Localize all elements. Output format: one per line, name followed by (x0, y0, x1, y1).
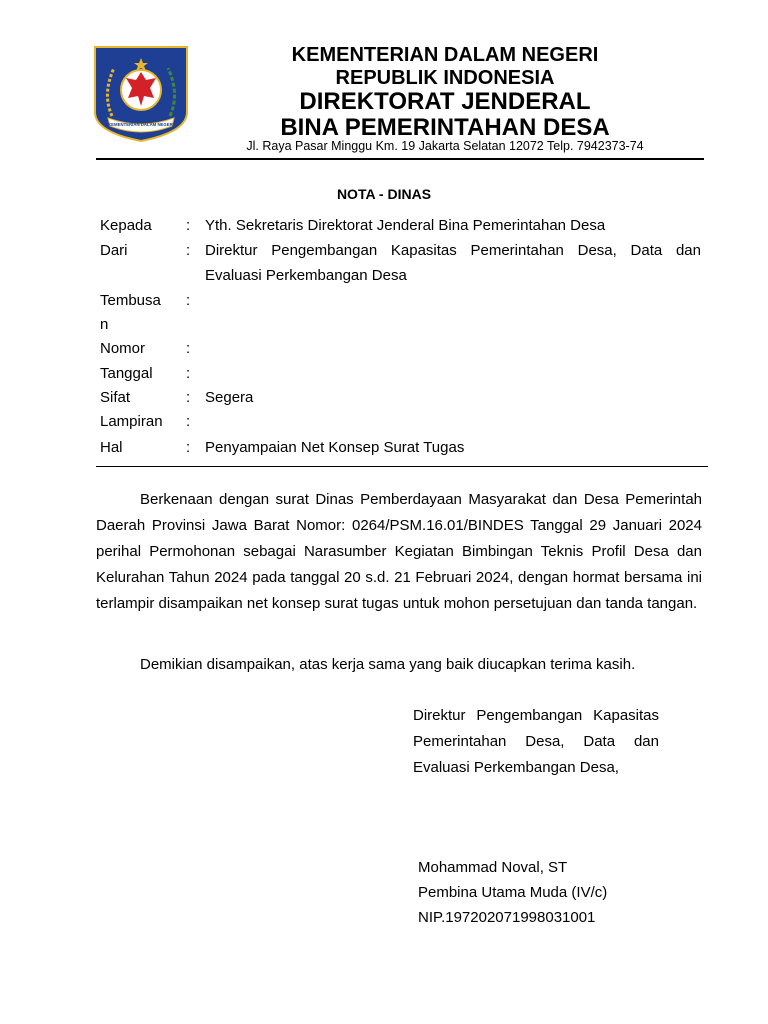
document-title: NOTA - DINAS (336, 186, 432, 202)
meta-colon: : (186, 242, 191, 259)
signature-nip: NIP.197202071998031001 (418, 909, 596, 926)
meta-label-tembusan-line1: Tembusa (100, 292, 161, 309)
signature-position-line2: Pemerintahan Desa, Data dan (413, 733, 659, 750)
signature-position (413, 703, 659, 781)
meta-divider (96, 466, 708, 467)
body-paragraph-2: Demikian disampaikan, atas kerja sama yang baik diucapkan terima kasih. (140, 656, 636, 673)
meta-value-hal: Penyampaian Net Konsep Surat Tugas (205, 439, 465, 456)
header-divider (96, 158, 704, 160)
meta-label-kepada: Kepada (100, 217, 152, 234)
header-address: Jl. Raya Pasar Minggu Km. 19 Jakarta Selatan 12072 Telp. 7942373-74 (246, 139, 644, 153)
meta-colon: : (186, 340, 191, 357)
meta-label-tembusan-line2: n (100, 316, 109, 333)
meta-value-dari-line2: Evaluasi Perkembangan Desa (205, 267, 407, 284)
meta-label-hal: Hal (100, 439, 123, 456)
header-ministry: KEMENTERIAN DALAM NEGERI (291, 44, 599, 66)
meta-label-nomor: Nomor (100, 340, 146, 357)
body-paragraph-1: Berkenaan dengan surat Dinas Pemberdayaan Masyarakat dan Desa Pemerintah Daerah Provinsi Jawa Barat Nomor: 0264/PSM.16.01/BINDES Tanggal 29 Januari 2024 perihal Permohonan sebagai Narasumber Kegiatan Bimbingan Teknis Profil Desa dan Kelurahan Tahun 2024 pada tanggal 20 s.d. 21 Februari 2024, dengan hormat bersama ini terlampir disampaikan net konsep surat tugas untuk mohon persetujuan dan tanda tangan. (96, 491, 702, 612)
meta-label-sifat: Sifat (100, 389, 131, 406)
meta-value-sifat: Segera (205, 389, 254, 406)
meta-colon: : (186, 413, 191, 430)
logo-ribbon-text: KEMENTERIAN DALAM NEGERI (108, 122, 174, 127)
meta-colon: : (186, 365, 191, 382)
meta-colon: : (186, 217, 191, 234)
signature-position-line1: Direktur Pengembangan Kapasitas (413, 707, 659, 724)
header-republic: REPUBLIK INDONESIA (335, 67, 555, 89)
kemendagri-logo-icon (94, 46, 188, 142)
meta-label-dari: Dari (100, 242, 128, 259)
meta-label-tanggal: Tanggal (100, 365, 153, 382)
header-division: BINA PEMERINTAHAN DESA (280, 114, 610, 141)
signature-name: Mohammad Noval, ST (418, 859, 568, 876)
meta-colon: : (186, 292, 191, 309)
meta-value-kepada: Yth. Sekretaris Direktorat Jenderal Bina Pemerintahan Desa (205, 217, 606, 234)
signature-rank: Pembina Utama Muda (IV/c) (418, 884, 608, 901)
header-directorate: DIREKTORAT JENDERAL (299, 88, 591, 115)
meta-colon: : (186, 389, 191, 406)
meta-label-lampiran: Lampiran (100, 413, 163, 430)
meta-value-dari-line1: Direktur Pengembangan Kapasitas Pemerintahan Desa, Data dan (205, 242, 701, 259)
signature-position-line3: Evaluasi Perkembangan Desa, (413, 759, 619, 776)
meta-colon: : (186, 439, 191, 456)
